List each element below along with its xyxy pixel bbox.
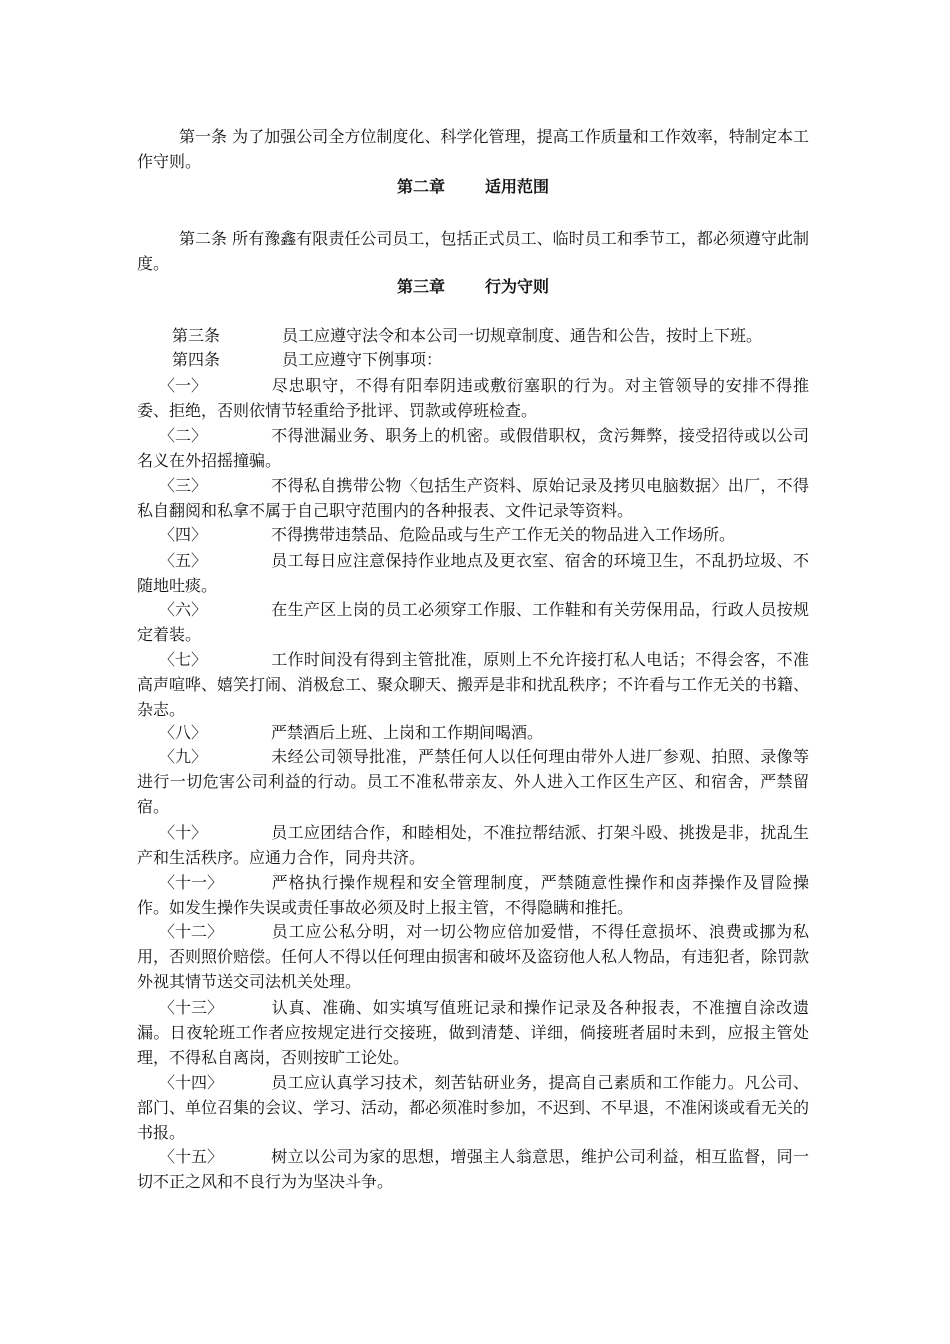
list-item [137, 473, 809, 523]
list-item [137, 1144, 809, 1194]
list-item [137, 720, 809, 745]
list-item [137, 548, 809, 598]
item-text: 不得携带违禁品、危险品或与生产工作无关的物品进入工作场所。 [271, 525, 736, 544]
list-item [137, 597, 809, 647]
list-item [137, 423, 809, 473]
chapter-2-heading [137, 176, 809, 198]
list-item [137, 870, 809, 920]
chapter-2-title: 适用范围 [485, 177, 550, 196]
item-marker: 〈三〉 [159, 476, 208, 495]
chapter-3-title: 行为守则 [485, 277, 550, 296]
item-text: 员工应公私分明，对一切公物应倍加爱惜，不得任意损坏、浪费或挪为私用，否则照价赔偿。任何人不得以任何理由损害和破坏及盗窃他人私人物品，有违犯者，除罚款外视其情节送交司法机关处理。 [137, 922, 810, 991]
item-text: 不得私自携带公物〈包括生产资料、原始记录及拷贝电脑数据〉出厂，不得私自翻阅和私拿不属于自己职守范围内的各种报表、文件记录等资料。 [137, 476, 809, 520]
list-item [137, 919, 809, 994]
list-item [137, 744, 809, 819]
item-text: 未经公司领导批准，严禁任何人以任何理由带外人进厂参观、拍照、录像等进行一切危害公司利益的行动。员工不准私带亲友、外人进入工作区生产区、和宿舍，严禁留宿。 [137, 747, 809, 816]
article-3 [172, 325, 762, 347]
item-marker: 〈十二〉 [159, 922, 224, 941]
list-item [137, 995, 809, 1070]
article-4-number: 第四条 [172, 350, 221, 369]
item-marker: 〈六〉 [159, 600, 208, 619]
item-marker: 〈十四〉 [159, 1073, 224, 1092]
item-marker: 〈二〉 [159, 426, 208, 445]
list-item [137, 1070, 809, 1145]
item-text: 树立以公司为家的思想，增强主人翁意思，维护公司利益，相互监督，同一切不正之风和不良行为为坚决斗争。 [137, 1147, 809, 1191]
item-text: 尽忠职守，不得有阳奉阴违或敷衍塞职的行为。对主管领导的安排不得推委、拒绝，否则依情节轻重给予批评、罚款或停班检查。 [137, 376, 809, 420]
item-marker: 〈十一〉 [159, 873, 224, 892]
article-3-text: 员工应遵守法令和本公司一切规章制度、通告和公告，按时上下班。 [282, 326, 763, 345]
list-item [137, 820, 809, 870]
chapter-3-heading [137, 276, 809, 298]
chapter-3-number: 第三章 [396, 277, 445, 296]
item-marker: 〈十〉 [159, 823, 208, 842]
article-4-text: 员工应遵守下例事项： [282, 350, 443, 369]
item-text: 不得泄漏业务、职务上的机密。或假借职权，贪污舞弊，接受招待或以公司名义在外招摇撞骗。 [137, 426, 809, 470]
item-text: 员工应团结合作，和睦相处，不准拉帮结派、打架斗殴、挑拨是非，扰乱生产和生活秩序。应通力合作，同舟共济。 [137, 823, 809, 867]
article-3-number: 第三条 [172, 326, 221, 345]
item-marker: 〈四〉 [159, 525, 208, 544]
list-item [137, 647, 809, 722]
list-item [137, 522, 809, 547]
item-text: 严禁酒后上班、上岗和工作期间喝酒。 [271, 723, 544, 742]
item-text: 在生产区上岗的员工必须穿工作服、工作鞋和有关劳保用品，行政人员按规定着装。 [137, 600, 809, 644]
item-marker: 〈一〉 [159, 376, 208, 395]
chapter-2-number: 第二章 [396, 177, 445, 196]
article-1: 第一条 为了加强公司全方位制度化、科学化管理，提高工作质量和工作效率，特制定本工作守则。 [137, 127, 809, 171]
item-marker: 〈十五〉 [159, 1147, 224, 1166]
item-marker: 〈十三〉 [159, 998, 224, 1017]
item-marker: 〈九〉 [159, 747, 208, 766]
list-item [137, 373, 809, 423]
item-text: 严格执行操作规程和安全管理制度，严禁随意性操作和卤莽操作及冒险操作。如发生操作失误或责任事故必须及时上报主管，不得隐瞒和推托。 [137, 873, 809, 917]
item-text: 认真、准确、如实填写值班记录和操作记录及各种报表，不准擅自涂改遗漏。日夜轮班工作者应按规定进行交接班，做到清楚、详细，倘接班者届时未到，应报主管处理，不得私自离岗，否则按旷工论处。 [137, 998, 809, 1067]
item-text: 员工每日应注意保持作业地点及更衣室、宿舍的环境卫生，不乱扔垃圾、不随地吐痰。 [137, 551, 809, 595]
item-marker: 〈五〉 [159, 551, 208, 570]
item-marker: 〈八〉 [159, 723, 208, 742]
item-marker: 〈七〉 [159, 650, 208, 669]
item-text: 工作时间没有得到主管批准，原则上不允许接打私人电话；不得会客，不准高声喧哗、嬉笑打闹、消极怠工、聚众聊天、搬弄是非和扰乱秩序；不许看与工作无关的书籍、杂志。 [137, 650, 810, 719]
article-4 [172, 349, 442, 371]
article-2: 第二条 所有豫鑫有限责任公司员工，包括正式员工、临时员工和季节工，都必须遵守此制度。 [137, 229, 809, 273]
item-text: 员工应认真学习技术，刻苦钻研业务，提高自己素质和工作能力。凡公司、部门、单位召集的会议、学习、活动，都必须准时参加，不迟到、不早退，不准闲谈或看无关的书报。 [137, 1073, 810, 1142]
